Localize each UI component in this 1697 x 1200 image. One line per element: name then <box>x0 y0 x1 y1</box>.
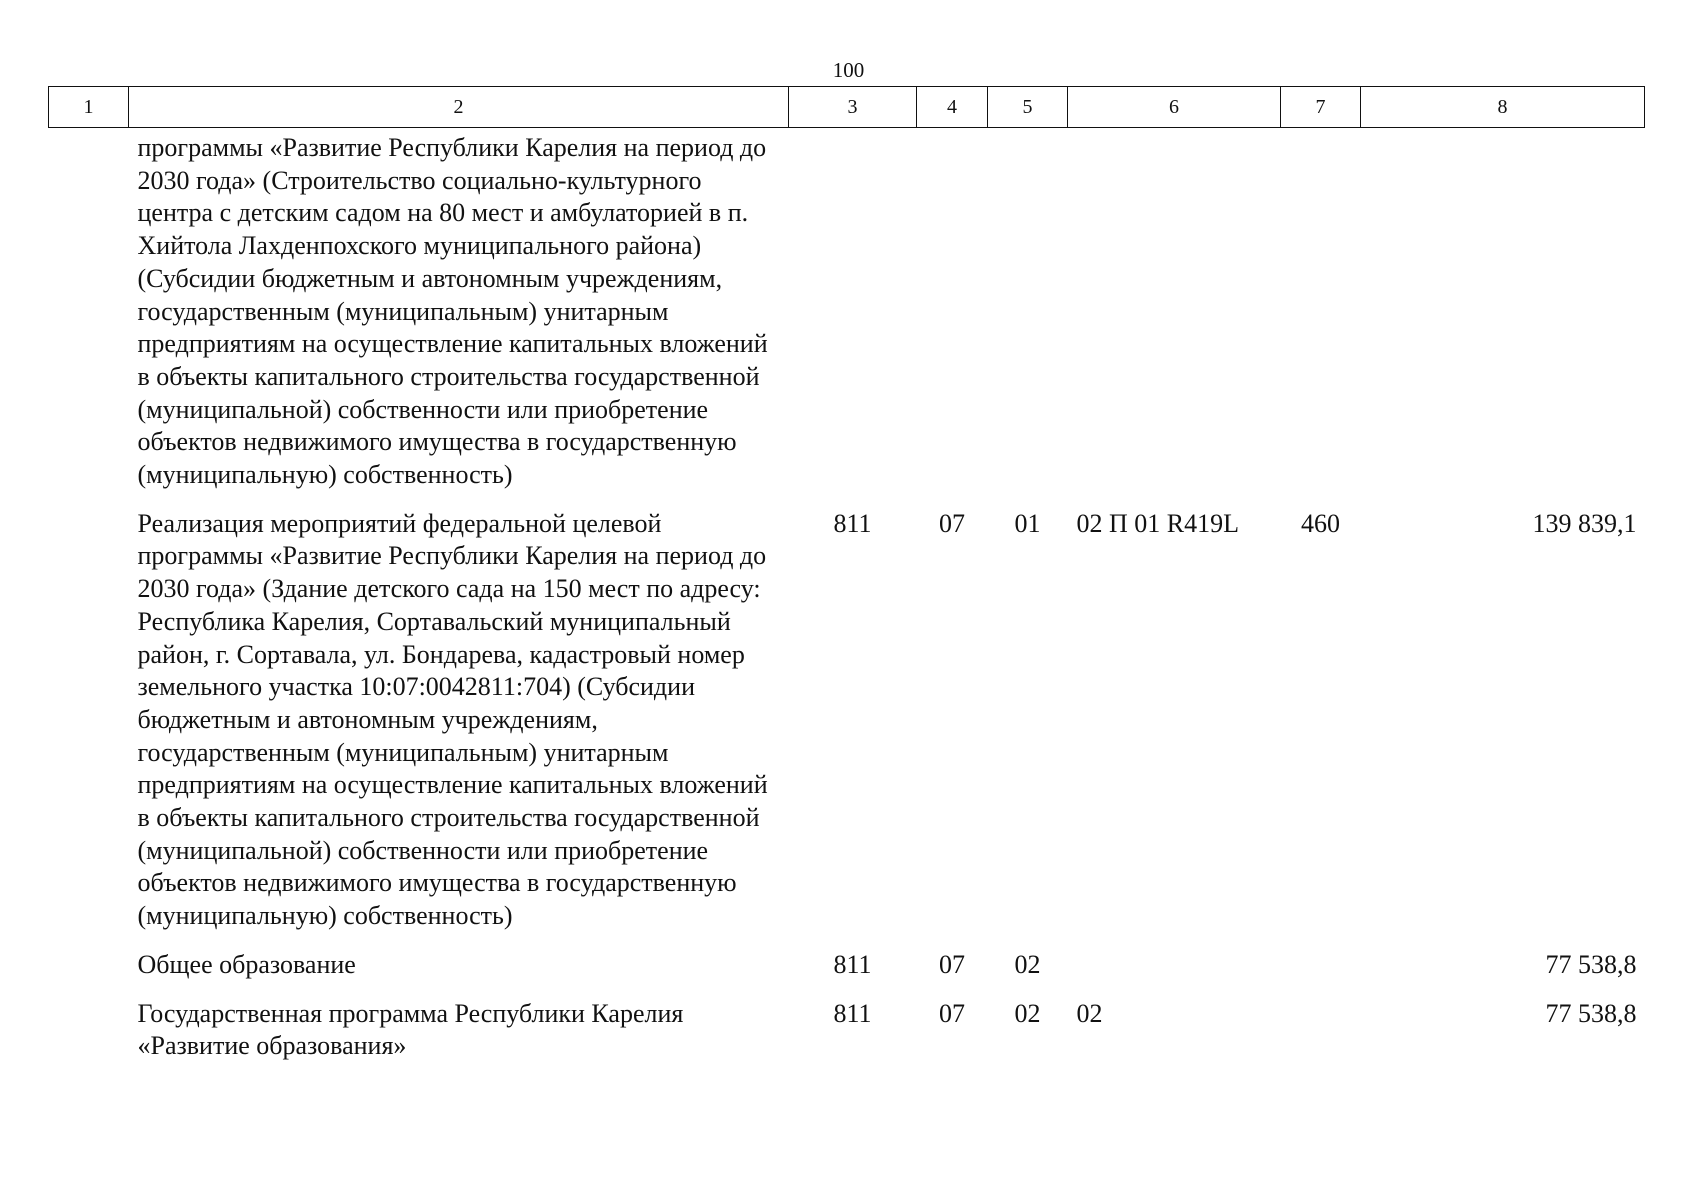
header-col-2: 2 <box>129 87 789 128</box>
header-col-6: 6 <box>1068 87 1281 128</box>
row-description: Общее образование <box>137 949 356 979</box>
row-target-article <box>1068 949 1281 998</box>
row-target-article: 02 <box>1076 998 1103 1028</box>
header-col-5: 5 <box>988 87 1068 128</box>
row-ministry-code: 811 <box>833 508 872 538</box>
row-subsection-code: 01 <box>1014 508 1041 538</box>
row-amount <box>1361 128 1645 508</box>
budget-table <box>48 86 1645 1079</box>
header-col-3: 3 <box>789 87 917 128</box>
row-section-code: 07 <box>939 508 965 538</box>
header-row <box>49 87 1645 128</box>
table-row <box>49 128 1645 508</box>
header-col-4: 4 <box>917 87 988 128</box>
table-header <box>49 87 1645 128</box>
table-row <box>49 508 1645 949</box>
row-number-cell <box>49 998 129 1079</box>
page-number: 100 <box>832 58 865 82</box>
row-ministry-code <box>789 128 917 508</box>
row-amount: 77 538,8 <box>1545 949 1637 979</box>
header-col-7: 7 <box>1281 87 1361 128</box>
row-subsection-code <box>988 128 1068 508</box>
table-row <box>49 998 1645 1079</box>
row-ministry-code: 811 <box>833 998 872 1028</box>
row-subsection-code: 02 <box>1014 998 1041 1028</box>
table-body <box>49 128 1645 1079</box>
row-expense-type <box>1281 128 1361 508</box>
row-expense-type: 460 <box>1301 508 1340 538</box>
row-subsection-code: 02 <box>1014 949 1041 979</box>
row-section-code <box>917 128 988 508</box>
row-expense-type <box>1281 998 1361 1079</box>
row-amount: 139 839,1 <box>1532 508 1637 538</box>
row-description: Реализация мероприятий федеральной целевой программы «Развитие Республики Карелия на период до 2030 года» (Здание детского сада на 150 мест по адресу: Республика Карелия, Сортавальский муниципальный район, г. Сортавала, ул. Бондарева, кадастровый номер земельного участка 10:07:0042811:704) (Субсидии бюджетным и автономным учреждениям, государственным (муниципальным) унитарным предприятиям на осуществление капитальных вложений в объекты капитального строительства государственной (муниципальной) собственности или приобретение объектов недвижимого имущества в государственную (муниципальную) собственность) <box>137 508 768 931</box>
header-col-8: 8 <box>1361 87 1645 128</box>
row-target-article <box>1068 128 1281 508</box>
row-number-cell <box>49 128 129 508</box>
row-amount: 77 538,8 <box>1545 998 1637 1028</box>
row-number-cell <box>49 949 129 998</box>
row-description: программы «Развитие Республики Карелия на период до 2030 года» (Строительство социально-культурного центра с детским садом на 80 мест и амбулаторией в п. Хийтола Лахденпохского муниципального района) (Субсидии бюджетным и автономным учреждениям, государственным (муниципальным) унитарным предприятиям на осуществление капитальных вложений в объекты капитального строительства государственной (муниципальной) собственности или приобретение объектов недвижимого имущества в государственную (муниципальную) собственность) <box>137 133 768 490</box>
row-description: Государственная программа Республики Карелия «Развитие образования» <box>137 998 684 1061</box>
row-section-code: 07 <box>939 998 965 1028</box>
header-col-1: 1 <box>49 87 129 128</box>
row-section-code: 07 <box>939 949 965 979</box>
row-ministry-code: 811 <box>833 949 872 979</box>
table-row <box>49 949 1645 998</box>
row-expense-type <box>1281 949 1361 998</box>
row-number-cell <box>49 508 129 949</box>
row-target-article: 02 П 01 R419L <box>1076 508 1239 538</box>
